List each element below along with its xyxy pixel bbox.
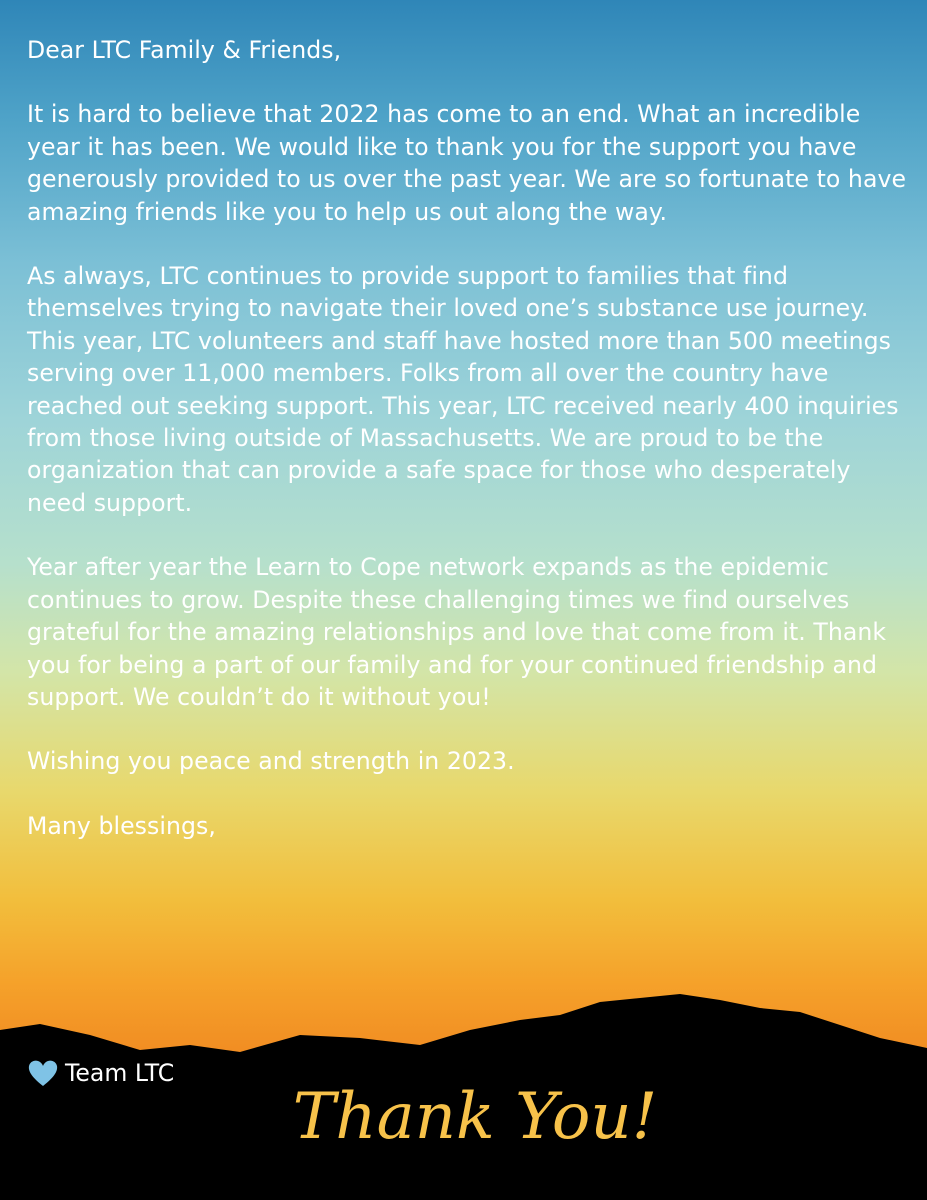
thank-you-text: Thank You! (292, 1080, 658, 1154)
letter-paragraph-1: It is hard to believe that 2022 has come to an end. What an incredible year it has been. We would like to thank you for the support you have generously provided to us over the past year. We are so fortunate to have amazing friends like you to help us out along the way. (27, 100, 907, 226)
thank-you-script (285, 1060, 665, 1170)
letter-body (27, 34, 912, 842)
letter-wish: Wishing you peace and strength in 2023. (27, 747, 515, 776)
heart-icon (27, 1058, 59, 1088)
letter-paragraph-2: As always, LTC continues to provide support to families that find themselves trying to navigate their loved one’s substance use journey. This year, LTC volunteers and staff have hosted more than 500 meetings serving over 11,000 members. Folks from all over the country have reached out seeking support. This year, LTC received nearly 400 inquiries from those living outside of Massachusetts. We are proud to be the organization that can provide a safe space for those who desperately need support. (27, 262, 899, 517)
signature-line (27, 1057, 174, 1089)
letter-greeting: Dear LTC Family & Friends, (27, 36, 342, 64)
letter-closing: Many blessings, (27, 811, 216, 840)
signature-name: Team LTC (65, 1059, 175, 1087)
letter-paragraph-3: Year after year the Learn to Cope network expands as the epidemic continues to grow. Despite these challenging times we find ourselves grateful for the amazing relationships and love that come from it. Thank you for being a part of our family and for your continued friendship and support. We couldn’t do it without you! (27, 553, 887, 711)
